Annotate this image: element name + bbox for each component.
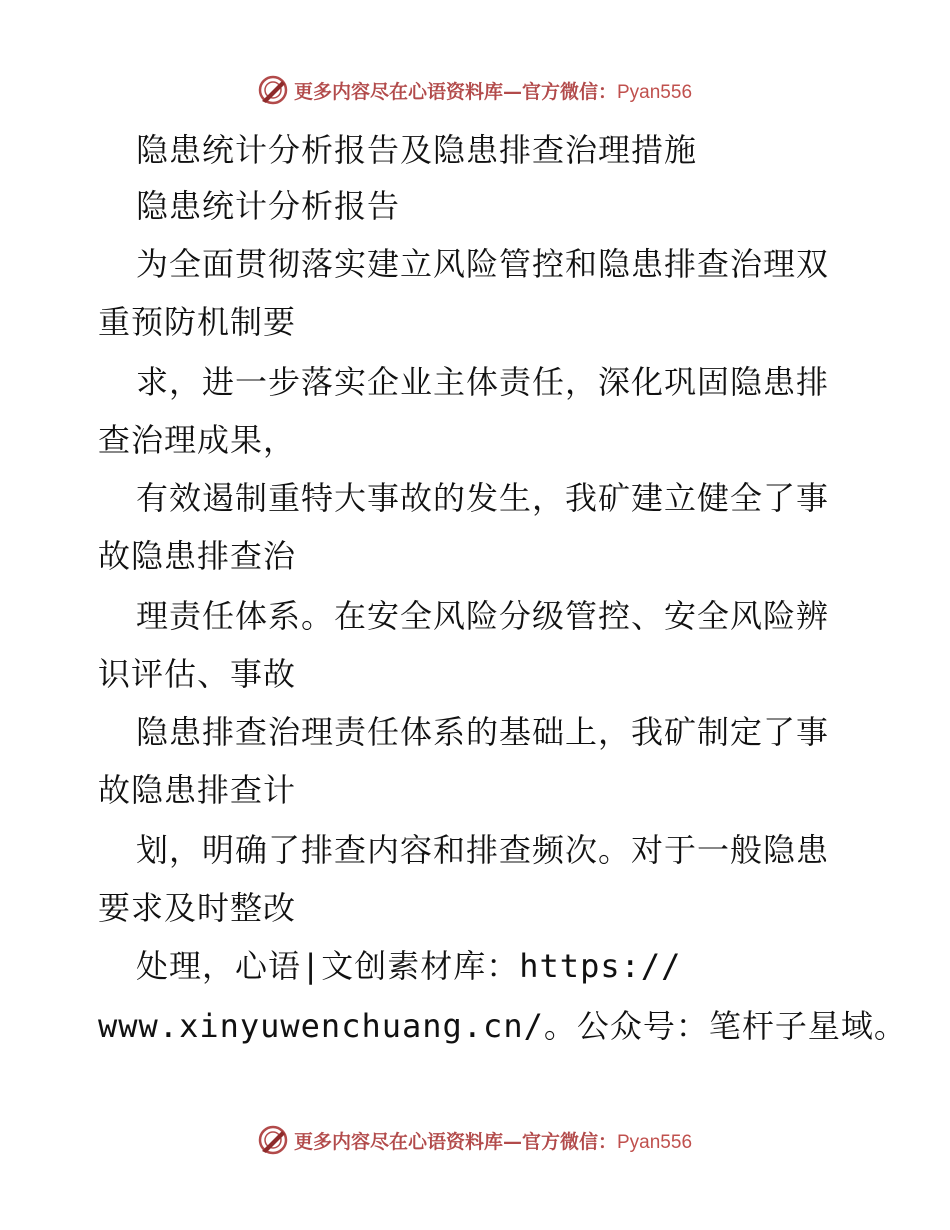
paragraph-line: 故隐患排查计 — [98, 771, 297, 809]
footer-banner — [0, 1120, 950, 1160]
document-title: 隐患统计分析报告及隐患排查治理措施 — [136, 131, 698, 169]
document-subtitle: 隐患统计分析报告 — [136, 187, 401, 225]
paragraph-line: 有效遏制重特大事故的发生，我矿建立健全了事 — [136, 479, 830, 517]
paragraph-line: 划，明确了排查内容和排查频次。对于一般隐患 — [136, 831, 830, 869]
brush-logo-icon — [258, 75, 288, 105]
paragraph-line: 为全面贯彻落实建立风险管控和隐患排查治理双 — [136, 245, 830, 283]
paragraph-line: 求，进一步落实企业主体责任，深化巩固隐患排 — [136, 363, 830, 401]
paragraph-line: 故隐患排查治 — [98, 537, 297, 575]
paragraph-line: www.xinyuwenchuang.cn/。公众号：笔杆子星域。 — [98, 1007, 907, 1045]
header-banner — [0, 70, 950, 110]
brush-logo-icon — [258, 1125, 288, 1155]
paragraph-line: 隐患排查治理责任体系的基础上，我矿制定了事 — [136, 713, 830, 751]
footer-banner-text: 更多内容尽在心语资料库—官方微信：Pyan556 — [293, 1130, 693, 1153]
header-banner-text: 更多内容尽在心语资料库—官方微信：Pyan556 — [293, 80, 693, 103]
paragraph-line: 重预防机制要 — [98, 303, 297, 341]
paragraph-line: 查治理成果， — [98, 421, 297, 459]
paragraph-line: 识评估、事故 — [98, 655, 297, 693]
paragraph-line: 要求及时整改 — [98, 889, 297, 927]
paragraph-line: 处理，心语|文创素材库：https:// — [136, 947, 682, 985]
paragraph-line: 理责任体系。在安全风险分级管控、安全风险辨 — [136, 597, 830, 635]
